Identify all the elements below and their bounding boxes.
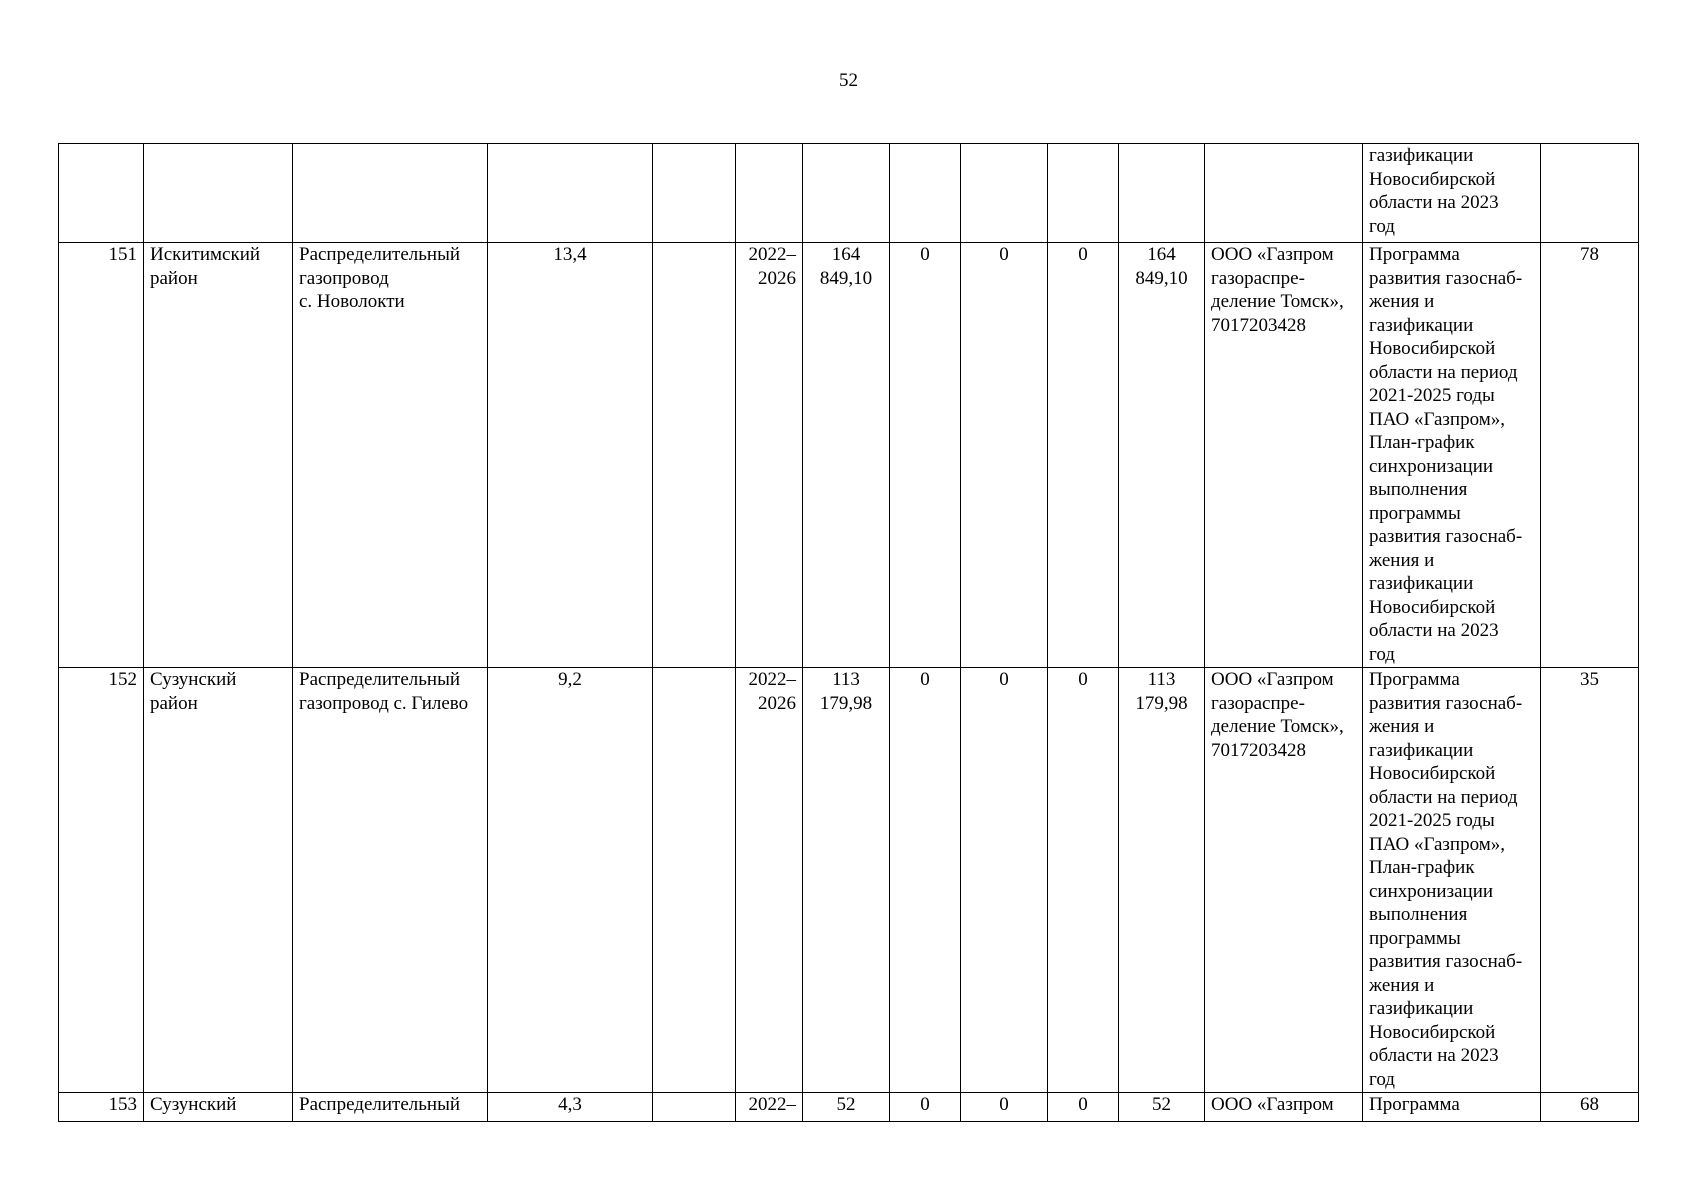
cell-object: Распределительный газопровод с. Гилево xyxy=(293,668,488,1093)
table-row xyxy=(59,668,1639,1093)
table-row xyxy=(59,243,1639,668)
cell-period: 2022– 2026 xyxy=(736,668,803,1093)
cell-district: Сузунский район xyxy=(144,668,293,1093)
cell-last xyxy=(1541,144,1639,243)
cell-program: Программа xyxy=(1363,1093,1541,1122)
cell-period xyxy=(736,144,803,243)
cell-object: Распределительный газопровод с. Новолокти xyxy=(293,243,488,668)
cell-funding-3: 0 xyxy=(1048,1093,1119,1122)
table-row xyxy=(59,144,1639,243)
cell-total xyxy=(803,144,890,243)
cell-total: 164 849,10 xyxy=(803,243,890,668)
cell-funding-1: 0 xyxy=(890,1093,961,1122)
cell-length xyxy=(488,144,653,243)
cell-object: Распределительный xyxy=(293,1093,488,1122)
cell-col5 xyxy=(653,243,736,668)
cell-funding-2: 0 xyxy=(961,668,1048,1093)
cell-object xyxy=(293,144,488,243)
cell-district xyxy=(144,144,293,243)
cell-last: 78 xyxy=(1541,243,1639,668)
table-body xyxy=(59,144,1639,1122)
cell-number: 152 xyxy=(59,668,144,1093)
cell-organization: ООО «Газпром газораспре- деление Томск», 7017203428 xyxy=(1205,243,1363,668)
cell-number xyxy=(59,144,144,243)
cell-funding-3 xyxy=(1048,144,1119,243)
cell-funding-2: 0 xyxy=(961,243,1048,668)
cell-funding-4: 52 xyxy=(1119,1093,1205,1122)
cell-funding-4: 113 179,98 xyxy=(1119,668,1205,1093)
cell-funding-1: 0 xyxy=(890,243,961,668)
cell-program: Программа развития газоснаб- жения и газификации Новосибирской области на период 2021-2025 годы ПАО «Газпром», План-график синхронизации выполнения программы развития газоснаб- жения и газификации Новосибирской области на 2023 год xyxy=(1363,243,1541,668)
cell-length: 13,4 xyxy=(488,243,653,668)
cell-organization: ООО «Газпром xyxy=(1205,1093,1363,1122)
cell-funding-4 xyxy=(1119,144,1205,243)
cell-last: 68 xyxy=(1541,1093,1639,1122)
cell-funding-4: 164 849,10 xyxy=(1119,243,1205,668)
cell-period: 2022– 2026 xyxy=(736,243,803,668)
cell-funding-2 xyxy=(961,144,1048,243)
cell-last: 35 xyxy=(1541,668,1639,1093)
cell-period: 2022– xyxy=(736,1093,803,1122)
cell-length: 9,2 xyxy=(488,668,653,1093)
cell-col5 xyxy=(653,144,736,243)
cell-total: 113 179,98 xyxy=(803,668,890,1093)
cell-total: 52 xyxy=(803,1093,890,1122)
cell-funding-3: 0 xyxy=(1048,668,1119,1093)
cell-col5 xyxy=(653,1093,736,1122)
cell-program: Программа развития газоснаб- жения и газификации Новосибирской области на период 2021-2025 годы ПАО «Газпром», План-график синхронизации выполнения программы развития газоснаб- жения и газификации Новосибирской области на 2023 год xyxy=(1363,668,1541,1093)
cell-program: газификации Новосибирской области на 2023 год xyxy=(1363,144,1541,243)
page-number: 52 xyxy=(839,70,858,91)
cell-district: Сузунский xyxy=(144,1093,293,1122)
cell-funding-2: 0 xyxy=(961,1093,1048,1122)
table-row xyxy=(59,1093,1639,1122)
data-table xyxy=(58,143,1639,1122)
cell-number: 151 xyxy=(59,243,144,668)
cell-district: Искитимский район xyxy=(144,243,293,668)
cell-funding-1 xyxy=(890,144,961,243)
cell-number: 153 xyxy=(59,1093,144,1122)
cell-organization: ООО «Газпром газораспре- деление Томск», 7017203428 xyxy=(1205,668,1363,1093)
cell-organization xyxy=(1205,144,1363,243)
cell-col5 xyxy=(653,668,736,1093)
cell-funding-1: 0 xyxy=(890,668,961,1093)
cell-funding-3: 0 xyxy=(1048,243,1119,668)
cell-length: 4,3 xyxy=(488,1093,653,1122)
